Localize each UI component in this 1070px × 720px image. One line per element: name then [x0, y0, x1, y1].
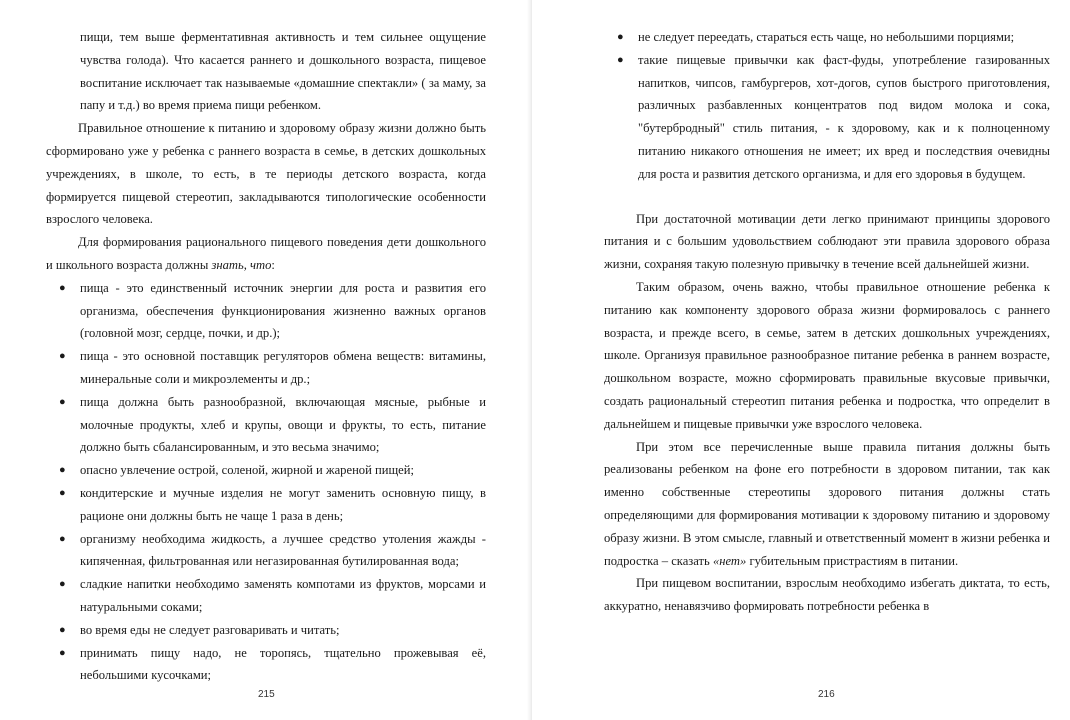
list-item [46, 573, 486, 619]
list-item-text: пища - это основной поставщик регуляторов обмена веществ: витамины, минеральные соли и микроэлементы и др.; [80, 349, 486, 386]
list-item [604, 26, 1050, 49]
page-number: 215 [258, 689, 275, 700]
paragraph-gap [604, 186, 1050, 208]
list-item-text: такие пищевые привычки как фаст-фуды, употребление газированных напитков, чипсов, гамбургеров, хот-догов, супов быстрого приготовления, различных разбавленных концентратов под видом молока и сока, "бутербродный" стиль питания, - к здоровому, как и к полноценному питанию никакого отношения не имеет; их вред и последствия очевидны для роста и развития детского организма, и для его здоровья в будущем. [638, 52, 1050, 181]
list-item [46, 391, 486, 459]
list-item-text: кондитерские и мучные изделия не могут заменить основную пищу, в рационе они должны быть не чаще 1 раза в день; [80, 485, 486, 523]
paragraph-intro [46, 231, 486, 277]
intro-text: Для формирования рационального пищевого поведения дети дошкольного и школьного возраста должны [46, 235, 486, 272]
bullet-icon: ● [59, 464, 66, 477]
list-item [46, 528, 486, 574]
list-item-text: принимать пищу надо, не торопясь, тщательно прожевывая её, небольшими кусочками; [80, 645, 486, 683]
paragraph: При достаточной мотивации дети легко принимают принципы здорового питания и с большим удовольствием соблюдают эти правила здорового образа жизни, сохраняя такую полезную привычку в течение всей дальнейшей жизни. [604, 211, 1050, 272]
paragraph: Таким образом, очень важно, чтобы правильное отношение ребенка к питанию как компоненту здорового образа жизни формировалось с раннего возраста, и прежде всего, в семье, затем в детских дошкольных учреждениях, школе. Организуя правильное разнообразное питание ребенка в раннем возрасте, дошкольном возрасте, можно сформировать правильные вкусовые привычки, создать рациональный стереотип питания ребенка и подростка, что определит в дальнейшем и пищевые привычки уже взрослого человека. [604, 279, 1050, 431]
list-item-text: организму необходима жидкость, а лучшее средство утоления жажды - кипяченная, фильтрованная или негазированная бутилированная вода; [80, 531, 486, 569]
list-item-text: пища должна быть разнообразной, включающая мясные, рыбные и молочные продукты, хлеб и крупы, овощи и фрукты, то есть, питание должно быть сбалансированным, и это весьма значимо; [80, 394, 486, 455]
bullet-icon: ● [617, 31, 624, 43]
intro-colon: : [271, 257, 275, 272]
list-item [46, 619, 486, 642]
list-item [46, 642, 486, 688]
list-item [46, 482, 486, 528]
intro-italic: знать, что [211, 257, 272, 272]
page-number: 216 [818, 689, 835, 700]
list-item-text: пища - это единственный источник энергии для роста и развития его организма, обеспечения функционирования жизненно важных органов (головной мозг, сердце, почки, и др.); [80, 280, 486, 341]
right-page [532, 0, 1070, 720]
paragraph-text: При этом все перечисленные выше правила питания должны быть реализованы ребенком на фоне его потребности в здоровом питании, так как именно собственные стереотипы здорового питания должны стать определяющими для формирования мотивации к здоровому питанию и здоровому образу жизни. В этом смысле, главный и ответственный момент в жизни ребенка и подростка – сказать [604, 439, 1050, 568]
continuation-paragraph: пищи, тем выше ферментативная активность и тем сильнее ощущение чувства голода). Что касается раннего и дошкольного возраста, пищевое воспитание исключает так называемые «домашние спектакли» ( за маму, за папу и т.д.) во время приема пищи ребенком. [80, 30, 486, 113]
list-item-text: опасно увлечение острой, соленой, жирной и жареной пищей; [80, 463, 414, 478]
right-page-text [604, 26, 1050, 618]
bullet-icon: ● [59, 281, 66, 294]
list-item-text: сладкие напитки необходимо заменять компотами из фруктов, морсами и натуральными соками; [80, 577, 486, 614]
paragraph: При пищевом воспитании, взрослым необходимо избегать диктата, то есть, аккуратно, ненавязчиво формировать потребности ребенка в [604, 576, 1050, 614]
bullet-icon: ● [59, 578, 66, 591]
bullet-icon: ● [617, 53, 624, 66]
bullet-icon: ● [59, 623, 66, 636]
list-item [46, 459, 486, 482]
bullet-list [46, 277, 486, 687]
bullet-icon: ● [59, 350, 66, 363]
list-item-text: не следует переедать, стараться есть чаще, но небольшими порциями; [638, 30, 1015, 44]
paragraph-text: губительным пристрастиям в питании. [746, 553, 959, 568]
list-item [46, 277, 486, 345]
paragraph [604, 436, 1050, 573]
bullet-icon: ● [59, 532, 66, 545]
bullet-icon: ● [59, 395, 66, 408]
paragraph-italic: «нет» [712, 553, 747, 568]
list-item [604, 49, 1050, 186]
bullet-list [604, 26, 1050, 186]
left-page [0, 0, 532, 720]
list-item [46, 345, 486, 391]
list-item-text: во время еды не следует разговаривать и читать; [80, 622, 340, 637]
left-page-text [46, 26, 486, 687]
bullet-icon: ● [59, 646, 66, 659]
bullet-icon: ● [59, 486, 66, 499]
paragraph: Правильное отношение к питанию и здоровому образу жизни должно быть сформировано уже у ребенка с раннего возраста в семье, в детских дошкольных учреждениях, в школе, то есть, в те периоды детского возраста, когда формируется пищевой стереотип, закладываются типологические особенности взрослого человека. [46, 121, 486, 227]
